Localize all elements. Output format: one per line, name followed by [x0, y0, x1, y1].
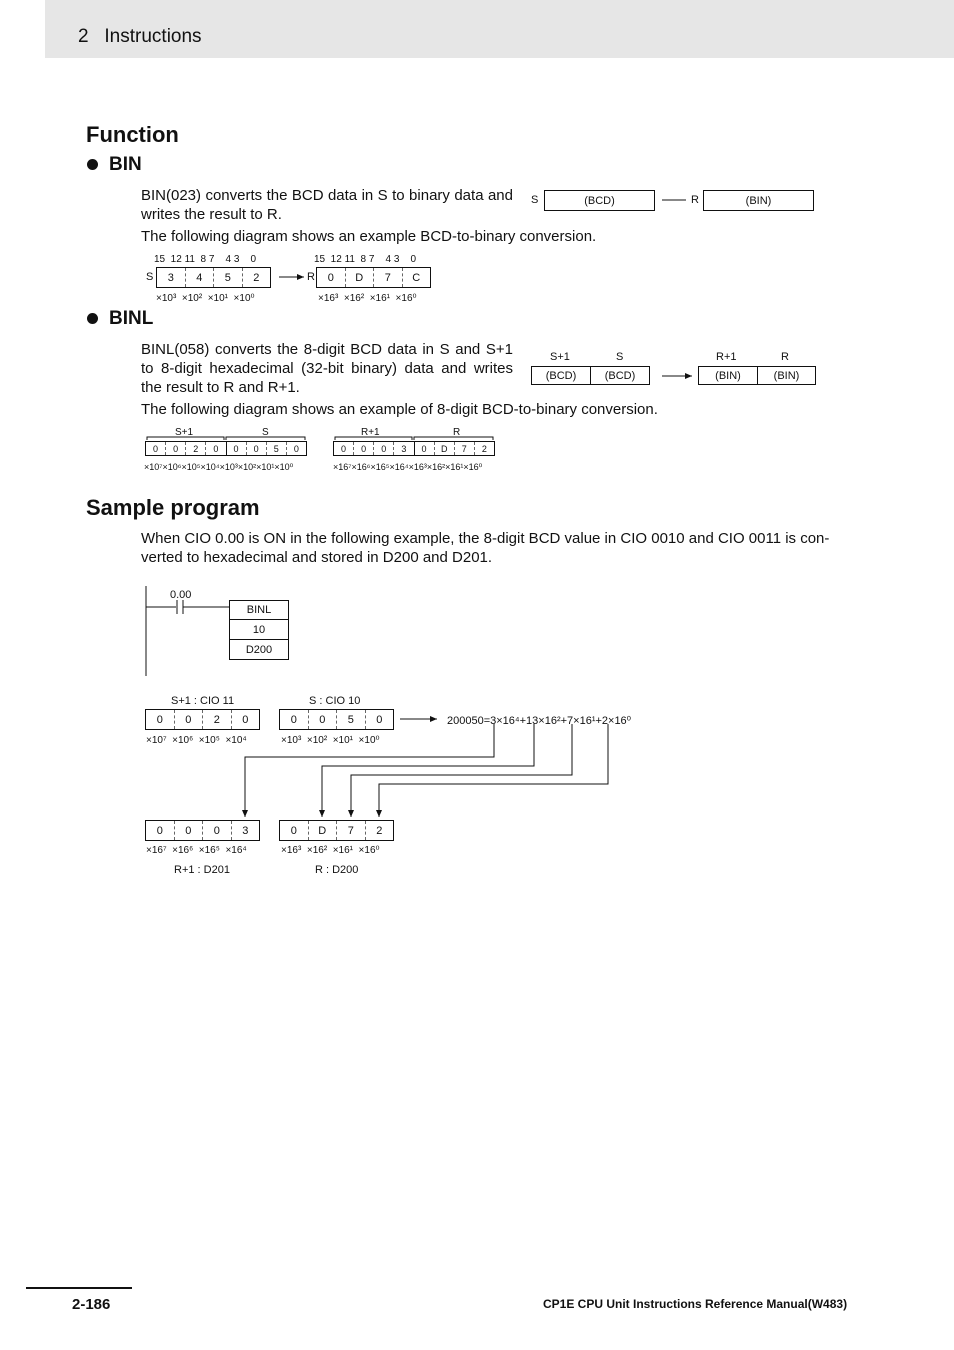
- digit-cell: 0: [317, 268, 346, 287]
- digit-cell: 2: [376, 824, 383, 837]
- binl-ex-r-label: R: [453, 427, 461, 438]
- bin-fig-r-box: (BIN): [703, 190, 814, 211]
- digit-cell: 0: [374, 442, 394, 455]
- digit-cell: 5: [337, 710, 366, 729]
- digit-cell: C: [412, 271, 421, 284]
- digit-cell: 0: [206, 442, 226, 455]
- bin-ex-r-label: R: [307, 271, 315, 283]
- digit-cell: 7: [374, 268, 403, 287]
- digit-cell: 0: [242, 713, 249, 726]
- binl-description: BINL(058) converts the 8-digit BCD data in S and S+1 to 8-digit hexadecimal (32-bit binary) data and writes the result to R and R+1.: [141, 341, 513, 396]
- digit-cell: 0: [376, 713, 383, 726]
- page-number: 2-186: [72, 1296, 111, 1313]
- ladder-operand-source: 10: [229, 619, 289, 640]
- digit-cell: 0: [309, 710, 338, 729]
- digit-cell: 0: [175, 710, 204, 729]
- sample-r-weights: ×16³ ×16² ×16¹ ×16⁰: [281, 845, 380, 856]
- bin-s-weights: ×10³ ×10² ×10¹ ×10⁰: [156, 293, 255, 304]
- binl-fig-s1-box: (BCD): [531, 366, 591, 385]
- digit-cell: 0: [203, 821, 232, 840]
- digit-cell: 3: [394, 442, 414, 455]
- digit-cell: 0: [354, 442, 374, 455]
- digit-cell: 3: [242, 824, 249, 837]
- digit-cell: 2: [203, 710, 232, 729]
- digit-cell: 0: [146, 710, 175, 729]
- bin-description: BIN(023) converts the BCD data in S to binary data and writes the result to R.: [141, 187, 513, 223]
- digit-cell: 2: [481, 443, 487, 454]
- digit-cell: 7: [337, 821, 366, 840]
- digit-cell: 0: [247, 442, 267, 455]
- digit-cell: 2: [186, 442, 206, 455]
- bin-fig-s-label: S: [531, 194, 539, 206]
- sample-program-heading: Sample program: [86, 495, 260, 520]
- binl-fig-r1-label: R+1: [716, 351, 737, 363]
- chapter-title: 2 Instructions: [78, 26, 202, 47]
- bin-ex-s-label: S: [146, 271, 154, 283]
- sample-s-label: S : CIO 10: [309, 695, 361, 707]
- binl-example-intro: The following diagram shows an example of 8-digit BCD-to-binary conversion.: [141, 401, 658, 418]
- sample-r-label: R : D200: [315, 864, 359, 876]
- ladder-contact-address: 0.00: [170, 589, 192, 601]
- binl-fig-s-label: S: [616, 351, 624, 363]
- sample-r1-label: R+1 : D201: [174, 864, 230, 876]
- digit-cell: 0: [415, 442, 435, 455]
- digit-cell: 2: [253, 271, 260, 284]
- bin-fig-r-label: R: [691, 194, 699, 206]
- sample-equation: 200050=3×16⁴+13×16²+7×16¹+2×16⁰: [447, 715, 632, 727]
- digit-cell: D: [346, 268, 375, 287]
- sample-s1-weights: ×10⁷ ×10⁶ ×10⁵ ×10⁴: [146, 735, 247, 746]
- digit-cell: 0: [166, 442, 186, 455]
- digit-cell: 0: [175, 821, 204, 840]
- binl-ex-s1-label: S+1: [175, 427, 194, 438]
- digit-cell: D: [435, 442, 455, 455]
- binl-s-weights: ×10⁷×10⁶×10⁵×10⁴×10³×10²×10¹×10⁰: [144, 462, 294, 472]
- binl-fig-r-label: R: [781, 351, 789, 363]
- sample-r1-weights: ×16⁷ ×16⁶ ×16⁵ ×16⁴: [146, 845, 247, 856]
- digit-cell: D: [309, 821, 338, 840]
- digit-cell: 0: [293, 443, 299, 454]
- digit-cell: 0: [146, 442, 166, 455]
- bin-r-bit-numbers: 15 12 11 8 7 4 3 0: [314, 254, 417, 265]
- digit-cell: 0: [280, 710, 309, 729]
- sample-s-weights: ×10³ ×10² ×10¹ ×10⁰: [281, 735, 380, 746]
- function-heading: Function: [86, 122, 179, 147]
- binl-fig-s-box: (BCD): [590, 366, 650, 385]
- sample-program-description: When CIO 0.00 is ON in the following example, the 8-digit BCD value in CIO 0010 and CIO 0011 is con- verted to hexadecimal and stored in D200 and D201.: [141, 530, 830, 566]
- ladder-operand-dest: D200: [229, 639, 289, 660]
- digit-cell: 5: [214, 268, 243, 287]
- digit-cell: 3: [157, 268, 186, 287]
- footer-rule: [26, 1287, 132, 1289]
- digit-cell: 7: [455, 442, 475, 455]
- binl-ex-s-label: S: [262, 427, 269, 438]
- bin-s-bit-numbers: 15 12 11 8 7 4 3 0: [154, 254, 257, 265]
- bin-fig-s-box: (BCD): [544, 190, 655, 211]
- bin-example-intro: The following diagram shows an example BCD-to-binary conversion.: [141, 228, 597, 245]
- binl-r-weights: ×16⁷×16⁶×16⁵×16⁴×16³×16²×16¹×16⁰: [333, 462, 483, 472]
- binl-fig-s1-label: S+1: [550, 351, 570, 363]
- binl-fig-r1-box: (BIN): [698, 366, 758, 385]
- digit-cell: 0: [280, 821, 309, 840]
- digit-cell: 4: [186, 268, 215, 287]
- binl-heading: BINL: [109, 308, 154, 329]
- digit-cell: 0: [146, 821, 175, 840]
- sample-s1-label: S+1 : CIO 11: [171, 695, 235, 707]
- digit-cell: 0: [334, 442, 354, 455]
- binl-ex-r1-label: R+1: [361, 427, 380, 438]
- manual-title: CP1E CPU Unit Instructions Reference Manual(W483): [543, 1297, 848, 1311]
- digit-cell: 0: [227, 442, 247, 455]
- digit-cell: 5: [267, 442, 287, 455]
- bin-r-weights: ×16³ ×16² ×16¹ ×16⁰: [318, 293, 417, 304]
- binl-fig-r-box: (BIN): [757, 366, 816, 385]
- ladder-instruction-box: BINL: [229, 600, 289, 620]
- bin-heading: BIN: [109, 154, 142, 175]
